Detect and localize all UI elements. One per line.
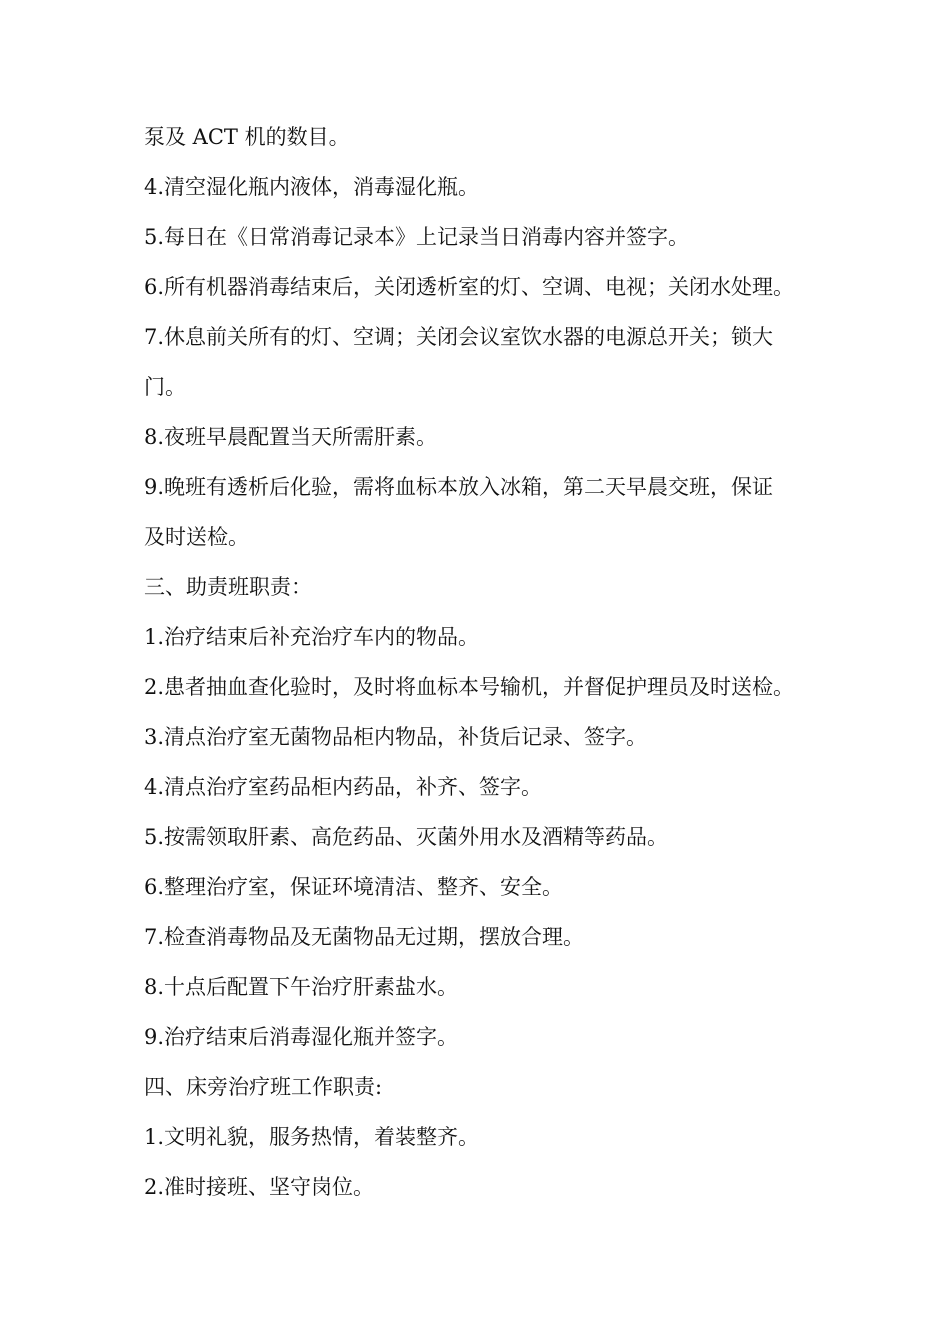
document-body <box>144 112 814 1212</box>
text-line: 3.清点治疗室无菌物品柜内物品，补货后记录、签字。 <box>144 725 648 749</box>
text-line: 9.晚班有透析后化验，需将血标本放入冰箱，第二天早晨交班，保证 <box>144 475 774 499</box>
text-line: 6.所有机器消毒结束后，关闭透析室的灯、空调、电视；关闭水处理。 <box>144 275 795 299</box>
text-line: 4.清空湿化瓶内液体，消毒湿化瓶。 <box>144 175 480 199</box>
text-line: 7.休息前关所有的灯、空调；关闭会议室饮水器的电源总开关；锁大 <box>144 325 774 349</box>
text-line: 及时送检。 <box>144 525 249 549</box>
section-heading: 三、助责班职责： <box>144 575 312 599</box>
text-line: 门。 <box>144 375 186 399</box>
text-line: 泵及 ACT 机的数目。 <box>144 125 350 149</box>
text-line: 5.按需领取肝素、高危药品、灭菌外用水及酒精等药品。 <box>144 825 669 849</box>
text-line: 9.治疗结束后消毒湿化瓶并签字。 <box>144 1025 459 1049</box>
text-line: 8.十点后配置下午治疗肝素盐水。 <box>144 975 459 999</box>
text-line: 8.夜班早晨配置当天所需肝素。 <box>144 425 438 449</box>
text-line: 2.准时接班、坚守岗位。 <box>144 1175 375 1199</box>
text-line: 6.整理治疗室，保证环境清洁、整齐、安全。 <box>144 875 564 899</box>
text-line: 1.文明礼貌，服务热情，着装整齐。 <box>144 1125 480 1149</box>
text-line: 1.治疗结束后补充治疗车内的物品。 <box>144 625 480 649</box>
section-heading: 四、床旁治疗班工作职责: <box>144 1075 383 1099</box>
text-line: 2.患者抽血查化验时，及时将血标本号输机，并督促护理员及时送检。 <box>144 675 795 699</box>
text-line: 7.检查消毒物品及无菌物品无过期，摆放合理。 <box>144 925 585 949</box>
text-line: 5.每日在《日常消毒记录本》上记录当日消毒内容并签字。 <box>144 225 690 249</box>
text-line: 4.清点治疗室药品柜内药品，补齐、签字。 <box>144 775 543 799</box>
